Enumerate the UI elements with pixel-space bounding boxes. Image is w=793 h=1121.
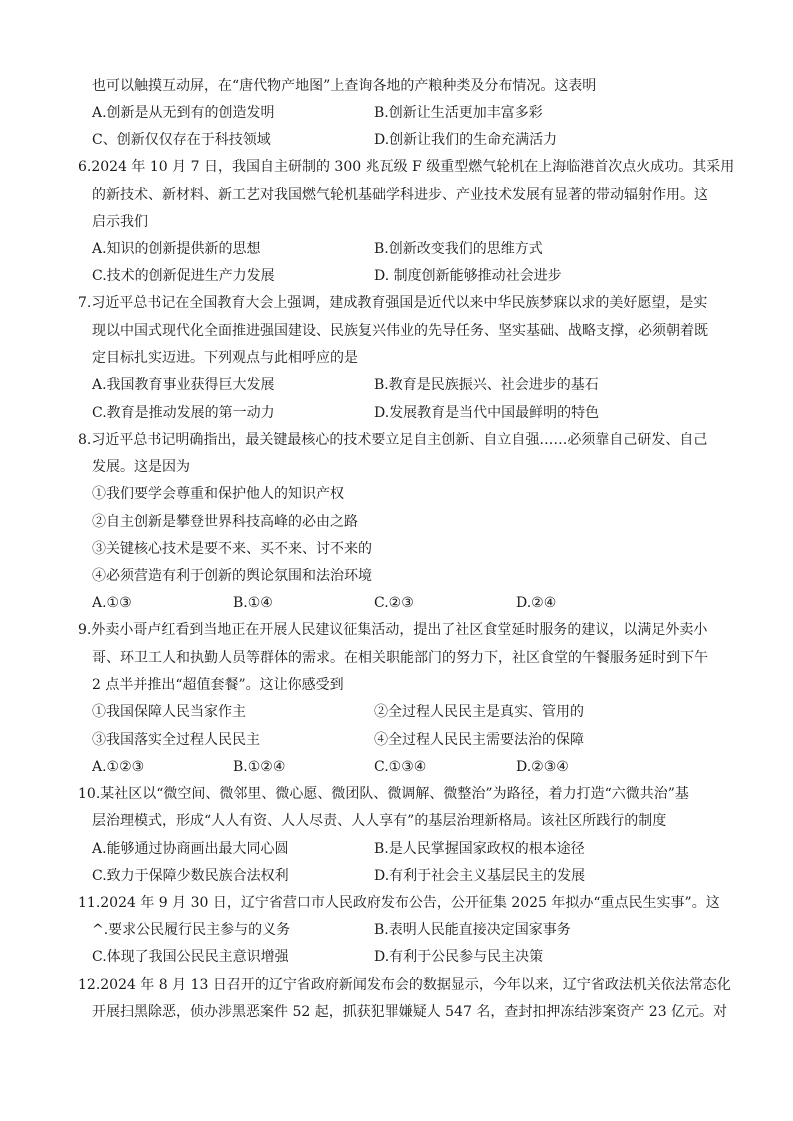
q11-stem-line-1: 11.2024 年 9 月 30 日，辽宁省营口市人民政府发布公告，公开征集 2025 年拟办“重点民生实事”。这 — [78, 895, 720, 911]
q7-option-c: C.教育是推动发展的第一动力 — [92, 405, 275, 421]
q10-option-c: C.致力于保障少数民族合法权利 — [92, 868, 289, 884]
q5-option-a: A.创新是从无到有的创造发明 — [92, 105, 275, 121]
q6-stem-line-2: 的新技术、新材料、新工艺对我国燃气轮机基础学科进步、产业技术发展有显著的带动辐射作用。这 — [92, 187, 708, 203]
q5-option-d: D.创新让我们的生命充满活力 — [374, 132, 558, 148]
q8-option-d: D.②④ — [516, 595, 557, 611]
q12-stem-line-2: 开展扫黑除恶，侦办涉黑恶案件 52 起，抓获犯罪嫌疑人 547 名，查封扣押冻结涉案资产 23 亿元。对 — [92, 1004, 728, 1020]
q7-stem-line-2: 现以中国式现代化全面推进强国建设、民族复兴伟业的先导任务、坚实基础、战略支撑，必须朝着既 — [92, 323, 708, 339]
q6-option-d: D. 制度创新能够推动社会进步 — [374, 268, 562, 284]
q10-option-d: D.有利于社会主义基层民主的发展 — [374, 868, 586, 884]
q11-option-c: C.体现了我国公民民主意识增强 — [92, 949, 289, 965]
q11-option-a: ^.要求公民履行民主参与的义务 — [92, 922, 291, 938]
q9-statement-4: ④全过程人民民主需要法治的保障 — [374, 732, 584, 748]
q10-stem-line-2: 层治理模式，形成“人人有资、人人尽责、人人享有”的基层治理新格局。该社区所践行的制度 — [92, 813, 667, 829]
q6-option-b: B.创新改变我们的思维方式 — [374, 241, 543, 257]
q9-stem-line-2: 哥、环卫工人和执勤人员等群体的需求。在相关职能部门的努力下，社区食堂的午餐服务延时到下午 — [92, 650, 708, 666]
q7-stem-line-1: 7.习近平总书记在全国教育大会上强调，建成教育强国是近代以来中华民族梦寐以求的美好愿望，是实 — [78, 295, 708, 311]
q7-option-d: D.发展教育是当代中国最鲜明的特色 — [374, 405, 600, 421]
q6-option-c: C.技术的创新促进生产力发展 — [92, 268, 275, 284]
q6-option-a: A.知识的创新提供新的思想 — [92, 241, 261, 257]
q9-option-c: C.①③④ — [374, 759, 427, 775]
q5-option-b: B.创新让生活更加丰富多彩 — [374, 105, 543, 121]
q8-stem-line-2: 发展。这是因为 — [92, 459, 190, 475]
q9-option-d: D.②③④ — [516, 759, 569, 775]
q6-stem-line-3: 启示我们 — [92, 214, 148, 230]
q8-statement-2: ②自主创新是攀登世界科技高峰的必由之路 — [92, 514, 358, 530]
q9-option-b: B.①②④ — [233, 759, 286, 775]
q6-stem-line-1: 6.2024 年 10 月 7 日，我国自主研制的 300 兆瓦级 F 级重型燃气轮机在上海临港首次点火成功。其采用 — [78, 159, 735, 175]
q7-option-b: B.教育是民族振兴、社会进步的基石 — [374, 377, 599, 393]
q8-option-a: A.①③ — [92, 595, 132, 611]
q10-stem-line-1: 10.某社区以“微空间、微邻里、微心愿、微团队、微调解、微整治”为路径，着力打造“六微共治”基 — [78, 786, 689, 802]
q8-option-b: B.①④ — [233, 595, 273, 611]
q11-option-d: D.有利于公民参与民主决策 — [374, 949, 544, 965]
q10-option-a: A.能够通过协商画出最大同心圆 — [92, 841, 289, 857]
q9-stem-line-3: 2 点半并推出“超值套餐”。这让你感受到 — [92, 677, 344, 693]
q5-stem-line: 也可以触摸互动屏，在“唐代物产地图”上查询各地的产粮种类及分布情况。这表明 — [92, 78, 597, 94]
q5-option-c: C、创新仅仅存在于科技领域 — [92, 132, 271, 148]
q9-statement-1: ①我国保障人民当家作主 — [92, 704, 246, 720]
q9-stem-line-1: 9.外卖小哥卢红看到当地正在开展人民建议征集活动，提出了社区食堂延时服务的建议，以满足外卖小 — [78, 622, 708, 638]
q11-option-b: B.表明人民能直接决定国家事务 — [374, 922, 571, 938]
q7-stem-line-3: 定目标扎实迈进。下列观点与此相呼应的是 — [92, 350, 358, 366]
q8-statement-3: ③关键核心技术是要不来、买不来、讨不来的 — [92, 541, 372, 557]
q9-statement-3: ③我国落实全过程人民民主 — [92, 732, 260, 748]
q9-statement-2: ②全过程人民民主是真实、管用的 — [374, 704, 584, 720]
q8-statement-1: ①我们要学会尊重和保护他人的知识产权 — [92, 486, 344, 502]
q9-option-a: A.①②③ — [92, 759, 145, 775]
q12-stem-line-1: 12.2024 年 8 月 13 日召开的辽宁省政府新闻发布会的数据显示，今年以来，辽宁省政法机关依法常态化 — [78, 977, 731, 993]
q8-option-c: C.②③ — [374, 595, 414, 611]
q7-option-a: A.我国教育事业获得巨大发展 — [92, 377, 275, 393]
q10-option-b: B.是人民掌握国家政权的根本途径 — [374, 841, 585, 857]
q8-stem-line-1: 8.习近平总书记明确指出，最关键最核心的技术要立足自主创新、自立自强……必须靠自己研发、自己 — [78, 432, 708, 448]
q8-statement-4: ④必须营造有利于创新的舆论氛围和法治环境 — [92, 568, 372, 584]
